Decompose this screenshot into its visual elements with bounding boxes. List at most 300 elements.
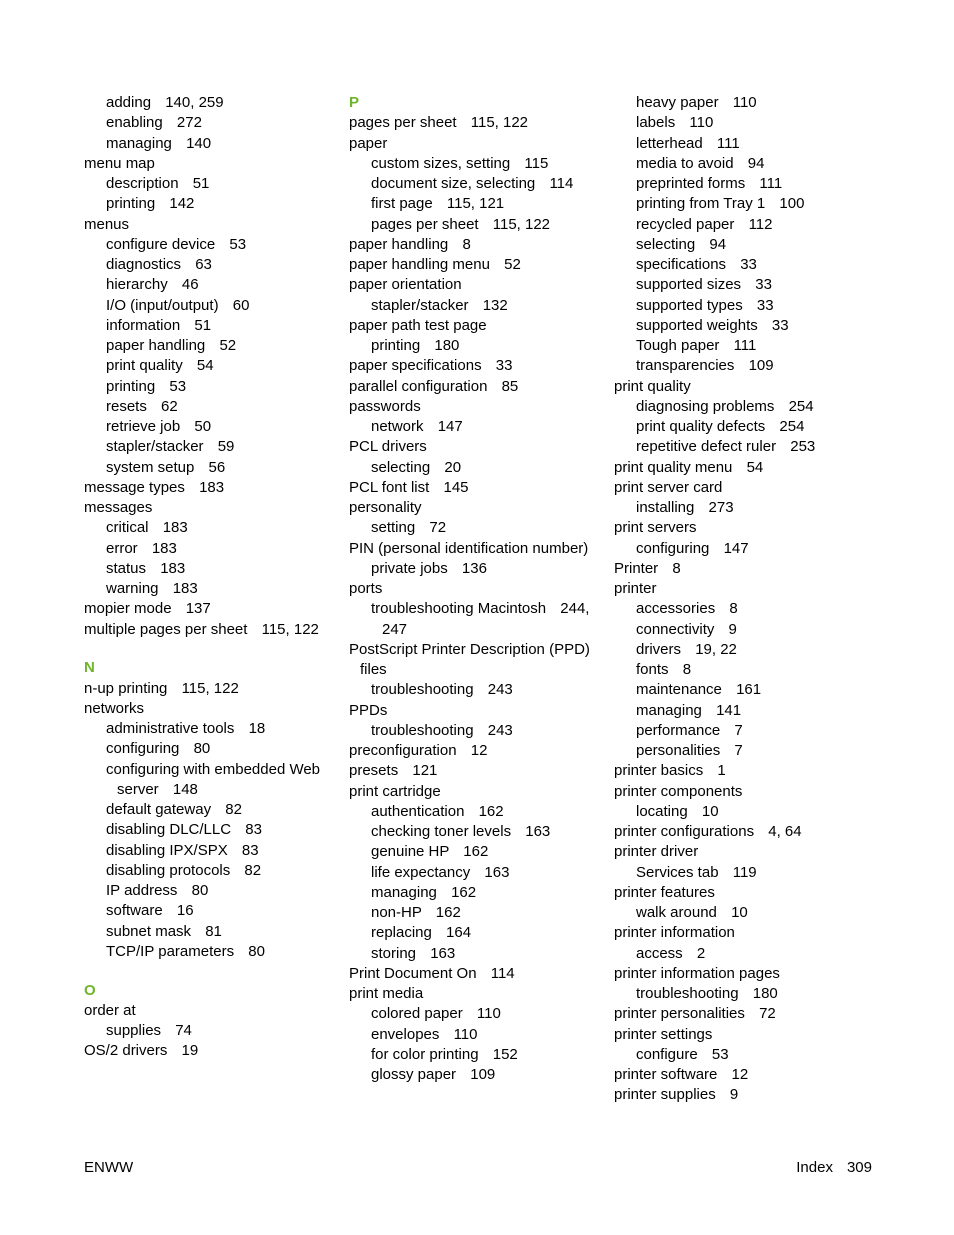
index-term: diagnostics: [106, 256, 182, 273]
index-page-refs: 53: [229, 235, 247, 253]
index-term: selecting: [371, 458, 431, 476]
index-term: media to avoid: [636, 154, 734, 172]
index-term: status: [106, 559, 147, 577]
index-subentry: [614, 539, 874, 559]
index-term: authentication: [371, 802, 465, 820]
index-page-refs: 115, 122: [470, 114, 529, 132]
index-page-refs: 140: [186, 134, 212, 152]
index-page-refs: 164: [446, 924, 472, 942]
index-term: configure device: [106, 235, 216, 253]
index-term: retrieve job: [106, 418, 181, 435]
index-page-refs: 163: [525, 823, 551, 840]
index-entry: [614, 964, 874, 984]
footer-section-label: Index: [796, 1159, 833, 1176]
index-page-refs: 83: [245, 821, 262, 839]
index-page-refs: 19, 22: [695, 640, 737, 658]
index-term: resets: [106, 397, 147, 415]
index-page-refs: 53: [711, 1045, 729, 1063]
index-entry: [349, 316, 599, 336]
index-column-2: [349, 93, 599, 1085]
index-subentry: [614, 93, 874, 113]
index-term: configure: [636, 1045, 698, 1063]
index-subentry: [349, 458, 599, 478]
index-entry: [614, 842, 874, 862]
index-entry: [84, 498, 334, 518]
index-subentry: [84, 255, 334, 275]
index-page-refs: 81: [205, 922, 222, 940]
index-page-refs: 51: [192, 175, 210, 192]
index-term: default gateway: [106, 801, 212, 818]
index-page-refs: 152: [492, 1045, 518, 1063]
index-page-refs: 140, 259: [165, 94, 224, 111]
index-subentry: [84, 820, 334, 840]
footer-publisher-code: ENWW: [84, 1159, 134, 1176]
index-page-refs: 119: [732, 863, 757, 881]
index-term: printing from Tray 1: [636, 195, 766, 213]
index-term: letterhead: [636, 134, 703, 152]
index-term: passwords: [349, 397, 421, 415]
index-entry: [349, 539, 599, 559]
index-subentry: [349, 518, 599, 538]
index-page-refs: 254: [779, 418, 805, 435]
index-subentry: [349, 559, 599, 579]
index-term: heavy paper: [636, 94, 719, 111]
index-term: accessories: [636, 600, 716, 618]
index-term: preconfiguration: [349, 742, 457, 759]
index-page-refs: 4, 64: [768, 823, 802, 840]
index-page-refs: 8: [462, 235, 471, 253]
index-subentry: [614, 701, 874, 721]
index-term: managing: [636, 701, 702, 719]
index-subentry: [349, 1004, 599, 1024]
index-page-refs: 273: [708, 499, 734, 516]
index-page-refs: 145: [443, 478, 469, 496]
index-page-refs: 33: [756, 296, 774, 314]
index-page-refs: 180: [434, 337, 460, 354]
index-term: recycled paper: [636, 215, 735, 233]
footer-page-info: [796, 1158, 872, 1178]
index-subentry: [614, 984, 874, 1004]
index-term: parallel configuration: [349, 377, 488, 395]
index-page-refs: 137: [185, 600, 211, 618]
index-term: diagnosing problems: [636, 397, 775, 415]
index-page-refs: 63: [195, 256, 212, 273]
index-entry: [349, 478, 599, 498]
index-term: private jobs: [371, 559, 448, 577]
index-page-refs: 8: [729, 600, 738, 618]
index-subentry: [84, 356, 334, 376]
index-page-refs: 60: [232, 296, 250, 314]
index-term: transparencies: [636, 357, 735, 375]
index-page-refs: 1: [717, 762, 726, 780]
index-subentry: [614, 1045, 874, 1065]
index-subentry: [614, 944, 874, 964]
index-subentry: [84, 901, 334, 921]
index-term: adding: [106, 94, 152, 111]
index-page-refs: 243: [487, 721, 513, 739]
index-subentry: [614, 680, 874, 700]
index-entry: [614, 1085, 874, 1105]
index-page-refs: 147: [723, 539, 749, 557]
index-term: disabling DLC/LLC: [106, 821, 232, 839]
index-entry: [349, 640, 599, 681]
index-page-refs: 83: [241, 841, 259, 859]
index-term: for color printing: [371, 1045, 479, 1063]
index-term: paper handling: [106, 337, 206, 354]
index-entry: [614, 559, 874, 579]
index-subentry: [84, 93, 334, 113]
index-term: PPDs: [349, 701, 388, 719]
index-term: Services tab: [636, 863, 719, 881]
index-term: preprinted forms: [636, 175, 746, 192]
index-subentry: [84, 760, 334, 801]
index-term: selecting: [636, 235, 696, 253]
index-subentry: [614, 620, 874, 640]
index-subentry: [349, 296, 599, 316]
index-entry: [84, 599, 334, 619]
index-subentry: [349, 923, 599, 943]
index-term: ports: [349, 580, 383, 597]
index-page-refs: 80: [248, 942, 265, 960]
index-page-refs: 16: [176, 902, 194, 920]
index-subentry: [614, 235, 874, 255]
index-page-refs: 8: [672, 559, 681, 577]
index-subentry: [84, 174, 334, 194]
index-term: storing: [371, 944, 417, 962]
index-term: replacing: [371, 924, 432, 942]
index-term: glossy paper: [371, 1066, 457, 1083]
index-term: print quality: [106, 357, 183, 375]
index-page-refs: 112: [748, 215, 773, 233]
index-page-refs: 115, 122: [492, 215, 551, 233]
index-term: specifications: [636, 256, 727, 273]
index-subentry: [84, 518, 334, 538]
index-page-refs: 110: [689, 114, 714, 132]
index-page-refs: 94: [709, 235, 727, 253]
index-subentry: [84, 296, 334, 316]
index-subentry: [84, 134, 334, 154]
index-term: PIN (personal identification number): [349, 539, 589, 557]
index-term: print servers: [614, 519, 697, 537]
index-entry: [614, 782, 874, 802]
index-entry: [349, 113, 599, 133]
index-subentry: [614, 498, 874, 518]
index-page-refs: 115, 122: [181, 679, 239, 697]
index-term: troubleshooting: [371, 681, 474, 699]
index-page-refs: 148: [172, 780, 198, 798]
index-term: network: [371, 418, 424, 435]
index-term: menus: [84, 215, 130, 233]
index-page-refs: 183: [162, 519, 188, 537]
index-page-refs: 163: [430, 944, 456, 962]
index-page-refs: 142: [169, 195, 195, 213]
index-entry: [614, 579, 874, 599]
index-subentry: [349, 154, 599, 174]
index-page-refs: 111: [733, 337, 757, 354]
index-subentry: [349, 721, 599, 741]
index-term: labels: [636, 114, 676, 132]
index-page-refs: 80: [191, 882, 209, 899]
index-term: genuine HP: [371, 843, 450, 861]
index-letter-heading: P: [349, 94, 360, 111]
index-term: troubleshooting: [636, 985, 739, 1002]
index-term: printer software: [614, 1066, 718, 1083]
index-entry: [349, 498, 599, 518]
index-page-refs: 19: [181, 1042, 199, 1060]
index-column-3: [614, 93, 874, 1106]
index-page-refs: 72: [759, 1005, 776, 1023]
index-subentry: [349, 599, 599, 640]
index-entry: [349, 397, 599, 417]
index-page-refs: 50: [194, 418, 212, 435]
index-page-refs: 115, 122: [261, 620, 319, 638]
index-term: printing: [371, 337, 421, 354]
index-page-refs: 110: [453, 1025, 478, 1043]
index-page-refs: 59: [217, 438, 235, 456]
index-entry: [614, 478, 874, 498]
index-term: stapler/stacker: [371, 296, 469, 314]
index-subentry: [614, 417, 874, 437]
index-page-refs: 12: [731, 1066, 749, 1083]
index-page-refs: 147: [437, 418, 463, 435]
index-page-refs: 52: [504, 256, 521, 273]
index-subentry: [614, 336, 874, 356]
index-subentry: [614, 316, 874, 336]
index-page-refs: 162: [463, 843, 489, 861]
index-term: personality: [349, 499, 422, 516]
index-term: PCL font list: [349, 478, 430, 496]
index-term: printer components: [614, 782, 743, 800]
index-term: paper path test page: [349, 316, 487, 334]
index-term: supplies: [106, 1022, 162, 1039]
index-subentry: [84, 559, 334, 579]
index-term: printing: [106, 377, 156, 395]
index-subentry: [614, 863, 874, 883]
index-subentry: [84, 579, 334, 599]
index-term: TCP/IP parameters: [106, 942, 235, 960]
index-page-refs: 9: [728, 620, 737, 638]
index-page-refs: 244, 247: [382, 600, 590, 638]
index-page-refs: 2: [696, 944, 706, 962]
index-page-refs: 18: [248, 720, 266, 737]
index-term: subnet mask: [106, 922, 192, 940]
index-term: paper: [349, 134, 388, 152]
index-page-refs: 121: [412, 762, 438, 780]
index-entry: [349, 356, 599, 376]
index-term: paper specifications: [349, 357, 482, 375]
index-entry: [614, 761, 874, 781]
page-number: 309: [846, 1159, 872, 1176]
index-term: critical: [106, 519, 149, 537]
index-term: presets: [349, 762, 399, 780]
index-subentry: [614, 356, 874, 376]
index-page-refs: 7: [734, 721, 743, 739]
index-entry: [349, 761, 599, 781]
index-subentry: [84, 739, 334, 759]
index-entry: [349, 437, 599, 457]
index-page-refs: 52: [219, 337, 237, 354]
index-subentry: [84, 194, 334, 214]
index-term: printer settings: [614, 1025, 713, 1043]
index-term: printer supplies: [614, 1086, 716, 1104]
index-term: print media: [349, 985, 424, 1002]
index-term: pages per sheet: [371, 215, 479, 233]
index-page-refs: 136: [461, 559, 487, 577]
index-page-refs: 62: [161, 397, 178, 415]
index-term: envelopes: [371, 1025, 440, 1043]
index-entry: [349, 579, 599, 599]
index-entry: [614, 518, 874, 538]
index-entry: [84, 478, 334, 498]
index-term: menu map: [84, 154, 155, 172]
index-page-refs: 54: [746, 458, 764, 476]
index-subentry: [84, 1021, 334, 1041]
index-entry: [84, 1001, 334, 1021]
index-term: maintenance: [636, 681, 722, 699]
index-page-refs: 183: [199, 478, 225, 496]
index-page-refs: 114: [549, 175, 574, 192]
index-term: supported sizes: [636, 276, 742, 294]
index-page-refs: 33: [755, 276, 772, 294]
index-page-refs: 82: [244, 861, 262, 879]
index-term: configuring: [106, 740, 180, 758]
index-term: disabling protocols: [106, 861, 231, 879]
index-term: life expectancy: [371, 863, 471, 881]
index-term: hierarchy: [106, 276, 168, 294]
index-term: colored paper: [371, 1005, 463, 1023]
index-term: warning: [106, 580, 159, 597]
index-page-refs: 163: [484, 863, 510, 881]
index-entry: [614, 1065, 874, 1085]
index-subentry: [349, 883, 599, 903]
index-term: print server card: [614, 478, 723, 496]
index-term: installing: [636, 499, 695, 516]
index-entry: [349, 741, 599, 761]
index-subentry: [84, 397, 334, 417]
index-term: administrative tools: [106, 720, 235, 737]
index-term: locating: [636, 802, 688, 820]
index-subentry: [614, 640, 874, 660]
index-page-refs: 46: [181, 276, 199, 294]
index-subentry: [614, 154, 874, 174]
index-page-refs: 85: [501, 377, 519, 395]
index-subentry: [349, 417, 599, 437]
index-term: troubleshooting Macintosh: [371, 600, 547, 618]
index-page-refs: 72: [429, 519, 447, 537]
index-term: paper orientation: [349, 276, 462, 294]
index-subentry: [349, 842, 599, 862]
index-subentry: [349, 215, 599, 235]
index-column-1: [84, 93, 334, 1062]
index-term: managing: [371, 883, 437, 901]
index-page-refs: 132: [482, 296, 508, 314]
index-subentry: [349, 802, 599, 822]
index-entry: [614, 458, 874, 478]
index-term: troubleshooting: [371, 721, 474, 739]
index-page-refs: 162: [451, 883, 477, 901]
index-term: printer personalities: [614, 1005, 745, 1023]
index-entry: [614, 822, 874, 842]
index-subentry: [84, 719, 334, 739]
index-term: access: [636, 944, 683, 962]
index-term: description: [106, 175, 179, 192]
index-term: Print Document On: [349, 964, 477, 982]
index-page-refs: 53: [169, 377, 187, 395]
index-subentry: [349, 1045, 599, 1065]
index-page-refs: 33: [771, 316, 789, 334]
index-term: first page: [371, 195, 433, 213]
index-term: print cartridge: [349, 782, 441, 800]
index-term: I/O (input/output): [106, 296, 219, 314]
index-subentry: [84, 235, 334, 255]
index-term: Printer: [614, 559, 659, 577]
index-page-refs: 8: [682, 661, 692, 678]
index-page-refs: 9: [729, 1086, 739, 1104]
index-subentry: [614, 741, 874, 761]
index-subentry: [349, 903, 599, 923]
index-subentry: [614, 599, 874, 619]
index-term: IP address: [106, 882, 178, 899]
index-entry: [84, 1041, 334, 1061]
index-term: networks: [84, 699, 145, 717]
index-term: PostScript Printer Description (PPD) files: [349, 640, 590, 678]
index-entry: [349, 235, 599, 255]
index-term: printer driver: [614, 843, 699, 861]
index-entry: [614, 1004, 874, 1024]
index-subentry: [614, 660, 874, 680]
index-subentry: [84, 275, 334, 295]
index-page-refs: 100: [779, 195, 805, 213]
index-term: software: [106, 902, 163, 920]
index-term: print quality: [614, 377, 691, 395]
index-subentry: [614, 802, 874, 822]
index-term: information: [106, 316, 181, 334]
index-term: multiple pages per sheet: [84, 620, 248, 638]
index-page-refs: 33: [740, 256, 757, 273]
index-entry: [84, 215, 334, 235]
index-term: supported weights: [636, 316, 758, 334]
index-term: printing: [106, 195, 156, 213]
index-term: printer configurations: [614, 823, 755, 840]
index-term: drivers: [636, 640, 682, 658]
index-term: custom sizes, setting: [371, 154, 511, 172]
index-entry: [614, 883, 874, 903]
index-subentry: [614, 275, 874, 295]
index-entry: [614, 1025, 874, 1045]
index-subentry: [349, 336, 599, 356]
index-page-refs: 111: [716, 134, 740, 152]
index-page-refs: 109: [748, 357, 774, 375]
index-page-refs: 82: [225, 801, 242, 818]
index-page-refs: 115: [524, 154, 549, 172]
index-term: PCL drivers: [349, 438, 427, 456]
index-entry: [349, 275, 599, 295]
index-subentry: [614, 134, 874, 154]
index-page-refs: 110: [476, 1005, 501, 1023]
index-entry: [84, 154, 334, 174]
index-term: Tough paper: [636, 337, 720, 354]
index-page-refs: 7: [734, 742, 743, 759]
index-term: printer: [614, 580, 657, 597]
index-entry: [614, 923, 874, 943]
index-page-refs: 180: [752, 985, 778, 1002]
index-term: configuring: [636, 539, 710, 557]
index-page-refs: 94: [747, 154, 765, 172]
index-term: print quality menu: [614, 458, 733, 476]
index-entry: [349, 255, 599, 275]
index-term: OS/2 drivers: [84, 1042, 168, 1060]
index-term: messages: [84, 499, 153, 516]
